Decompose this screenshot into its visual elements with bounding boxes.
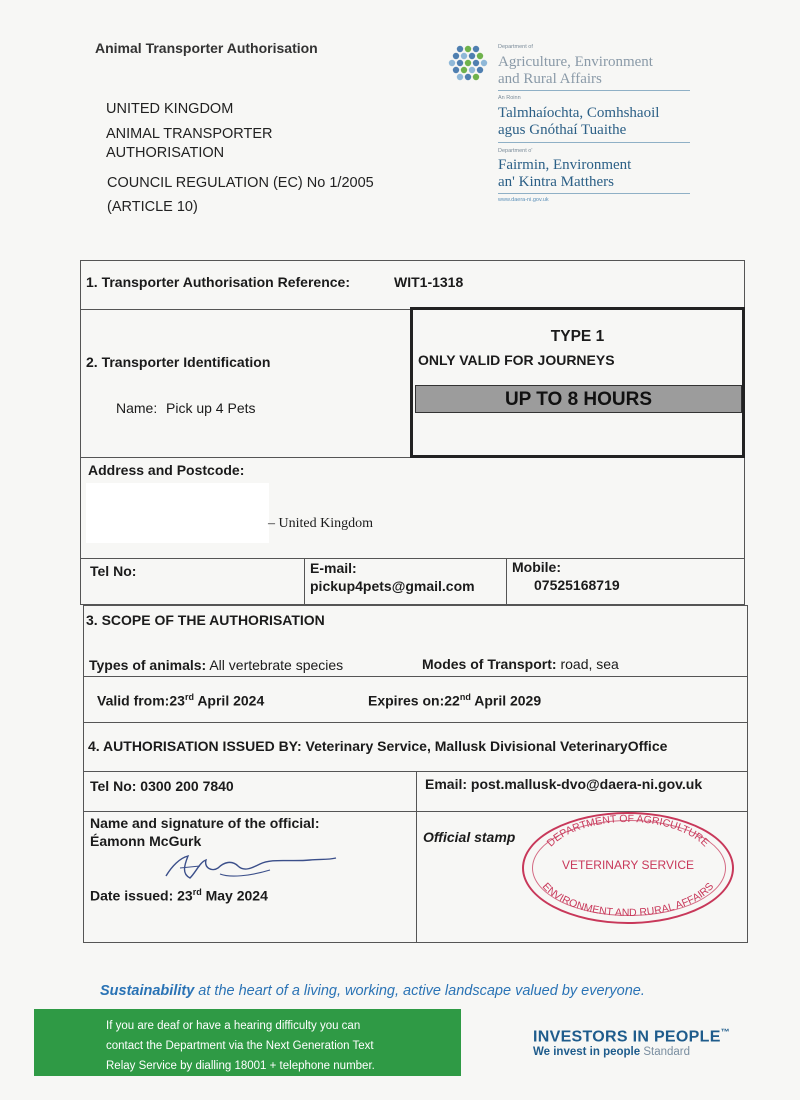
- tel-label: Tel No:: [90, 563, 137, 579]
- mobile-label: Mobile:: [512, 559, 561, 575]
- dept-irish-name-2: agus Gnóthaí Tuaithe: [498, 122, 627, 138]
- journey-hours-banner: UP TO 8 HOURS: [415, 385, 742, 413]
- date-issued-label: Date issued:: [90, 887, 174, 904]
- logo-divider: [498, 142, 690, 143]
- row-divider: [81, 558, 744, 559]
- expires-on-suffix: nd: [459, 692, 471, 702]
- header-line-title-2: AUTHORISATION: [106, 145, 225, 161]
- section-1-label: 1. Transporter Authorisation Reference:: [86, 274, 350, 290]
- dept-eng-name-2: and Rural Affairs: [498, 71, 602, 87]
- transport-modes-value: road, sea: [560, 656, 619, 672]
- transport-modes: [422, 656, 619, 672]
- dept-website: www.daera-ni.gov.uk: [498, 197, 549, 203]
- iip-tagline: [533, 1046, 690, 1058]
- animal-types: [89, 657, 343, 673]
- animal-types-value: All vertebrate species: [209, 657, 344, 673]
- sustainability-rest: at the heart of a living, working, active landscape valued by everyone.: [194, 983, 645, 999]
- dept-ulster-name-2: an' Kintra Matthers: [498, 174, 615, 190]
- col-divider: [506, 558, 507, 604]
- valid-from-suffix: rd: [184, 692, 194, 702]
- sustainability-slogan: [100, 983, 645, 999]
- address-label: Address and Postcode:: [88, 462, 245, 478]
- dept-irish-small: An Roinn: [498, 95, 521, 101]
- text-relay-line-2: contact the Department via the Next Generation Text: [106, 1040, 374, 1052]
- dept-eng-small: Department of: [498, 44, 533, 50]
- header-line-country: UNITED KINGDOM: [106, 101, 234, 117]
- stamp-bottom-text: ENVIRONMENT AND RURAL AFFAIRS: [539, 880, 717, 920]
- transporter-name: Pick up 4 Pets: [166, 400, 256, 416]
- section-4: [88, 738, 667, 754]
- date-issued-rest: May 2024: [205, 887, 268, 904]
- stamp-top-text: DEPARTMENT OF AGRICULTURE: [544, 812, 712, 850]
- expires-on-rest: April 2029: [474, 692, 542, 709]
- sustainability-bold: Sustainability: [100, 983, 195, 999]
- email-value: pickup4pets@gmail.com: [310, 578, 475, 594]
- header-line-title-1: ANIMAL TRANSPORTER: [106, 126, 273, 142]
- official-name: Éamonn McGurk: [90, 833, 202, 849]
- iip-standard: Standard: [643, 1046, 691, 1058]
- logo-divider: [498, 90, 690, 91]
- animal-types-label: Types of animals:: [89, 657, 207, 673]
- date-issued-day: 23: [177, 887, 193, 904]
- dept-eng-name-1: Agriculture, Environment: [498, 54, 653, 70]
- dept-irish-name-1: Talmhaíochta, Comhshaoil: [498, 105, 660, 121]
- official-stamp-label: Official stamp: [423, 829, 516, 845]
- row-divider: [84, 676, 747, 677]
- authorisation-reference: WIT1-1318: [394, 274, 464, 290]
- col-divider: [304, 558, 305, 604]
- row-divider: [84, 722, 747, 723]
- address-country: – United Kingdom: [268, 516, 373, 531]
- text-relay-line-1: If you are deaf or have a hearing difficulty you can: [106, 1020, 361, 1032]
- section-4-label: 4. AUTHORISATION ISSUED BY:: [88, 738, 302, 754]
- valid-from-day: 23: [169, 692, 185, 709]
- iip-tagline-text: We invest in people: [533, 1046, 641, 1058]
- text-relay-notice: [34, 1009, 461, 1076]
- expires-on-day: 22: [444, 692, 460, 709]
- expires-on: [368, 692, 541, 709]
- official-signature: [160, 848, 340, 886]
- email-label: E-mail:: [310, 560, 357, 576]
- valid-from-label: Valid from:: [97, 692, 170, 709]
- iip-title: INVESTORS IN PEOPLE: [533, 1028, 721, 1046]
- document-title: Animal Transporter Authorisation: [95, 40, 318, 56]
- mobile-value: 07525168719: [534, 577, 620, 593]
- journey-type-title: TYPE 1: [550, 328, 605, 345]
- date-issued-suffix: rd: [192, 887, 202, 897]
- issuer-email: Email: post.mallusk-dvo@daera-ni.gov.uk: [425, 776, 703, 792]
- transporter-name-label: Name:: [116, 400, 158, 416]
- stamp-center-text: VETERINARY SERVICE: [561, 858, 695, 872]
- section-2-label: 2. Transporter Identification: [86, 354, 271, 370]
- col-divider: [416, 771, 417, 942]
- transport-modes-label: Modes of Transport:: [422, 656, 557, 672]
- issuing-office: Veterinary Service, Mallusk Divisional VeterinaryOffice: [305, 738, 668, 754]
- header-line-article: (ARTICLE 10): [107, 199, 198, 215]
- dept-ulster-name-1: Fairmin, Environment: [498, 157, 632, 173]
- issuer-tel: Tel No: 0300 200 7840: [90, 778, 234, 794]
- header-line-regulation: COUNCIL REGULATION (EC) No 1/2005: [107, 175, 374, 191]
- text-relay-line-3: Relay Service by dialling 18001 + telephone number.: [106, 1060, 375, 1072]
- valid-from: [97, 692, 264, 709]
- daera-logo-icon: [448, 44, 490, 86]
- official-label: Name and signature of the official:: [90, 815, 320, 831]
- section-3-label: 3. SCOPE OF THE AUTHORISATION: [86, 612, 325, 628]
- logo-divider: [498, 193, 690, 194]
- dept-ulster-small: Department o': [498, 148, 533, 154]
- valid-from-rest: April 2024: [197, 692, 265, 709]
- investors-in-people-logo: [533, 1027, 730, 1046]
- expires-on-label: Expires on:: [368, 692, 445, 709]
- iip-tm: ™: [720, 1027, 730, 1037]
- address-redaction: [86, 483, 269, 543]
- journey-type-subtitle: ONLY VALID FOR JOURNEYS: [418, 352, 615, 368]
- date-issued: [90, 887, 268, 904]
